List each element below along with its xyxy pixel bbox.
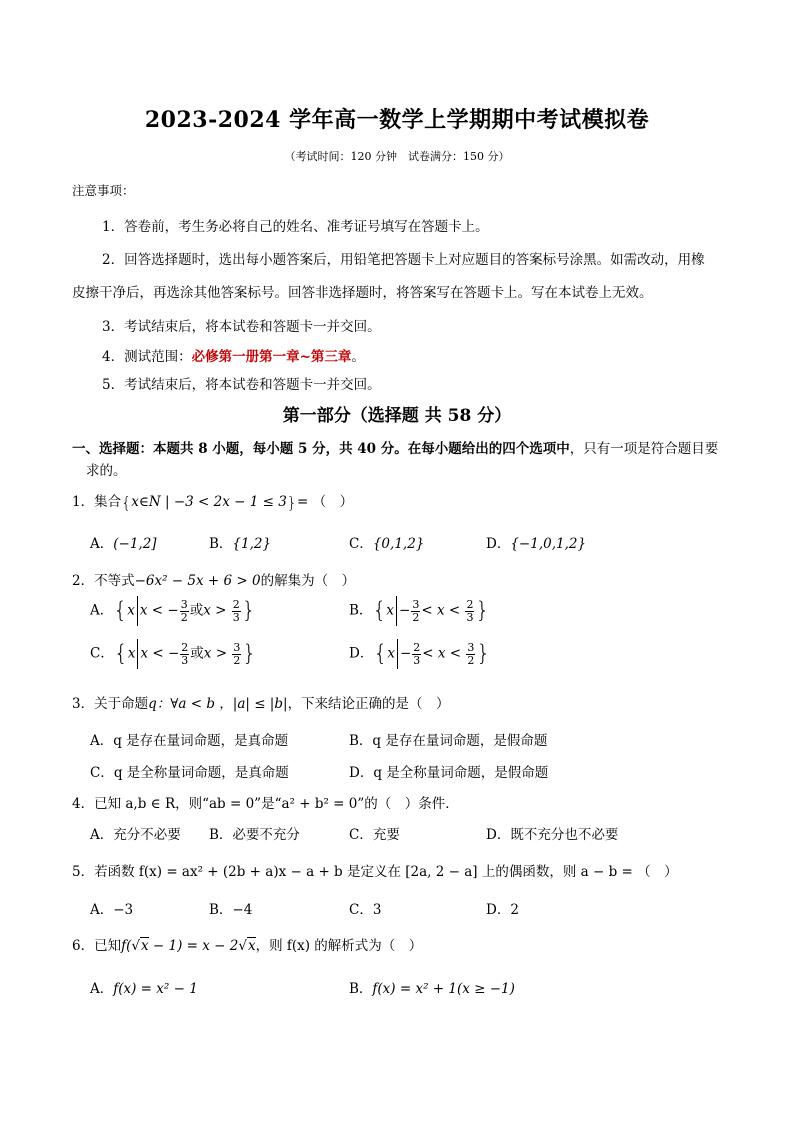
q2-c-frac2-num: 3 (233, 640, 241, 654)
section-intro-a: 一、选择题：本题共 8 小题，每小题 5 分，共 40 分。在每小题给出的 (72, 441, 503, 457)
q1-b-value: {1,2} (232, 536, 272, 552)
q1-option-c[interactable] (349, 532, 424, 552)
q3-suffix: ，下来结论正确的是（ ） (287, 696, 450, 712)
q2-option-d[interactable]: D．{x − $\frac{2}{3}$ < x < $\frac{3}{2}$ } (349, 639, 490, 669)
q4-option-b[interactable]: B．必要不充分 (209, 827, 300, 843)
q6-b-value: f(x) = x² + 1(x ≥ −1) (372, 981, 515, 997)
q2-c-or: 或 (190, 645, 204, 662)
notice-item-4 (102, 345, 365, 365)
q1-a-label: A． (90, 536, 114, 552)
q1-c-value: {0,1,2} (372, 536, 425, 552)
q2-d-frac2-num: 3 (467, 640, 475, 654)
q2-a-frac1-num: 3 (180, 597, 188, 611)
q1-suffix: = （ ） (296, 494, 354, 510)
q1-d-label: D． (486, 536, 511, 552)
page-title: 2023-2024 学年高一数学上学期期中考试模拟卷 (144, 107, 650, 133)
q2-suffix: 的解集为（ ） (260, 573, 356, 589)
notice-item-2-line1: 2．回答选择题时，选出每小题答案后，用铅笔把答题卡上对应题目的答案标号涂黑。如需改动，用橡 (102, 252, 705, 268)
q3-variable: q (148, 696, 157, 712)
q2-b-label: B． (349, 602, 373, 619)
q2-d-frac2-den: 2 (467, 653, 475, 667)
exam-info: （考试时间：120 分钟 试卷满分：150 分） (284, 150, 510, 163)
q1-a-value: (−1,2] (113, 536, 157, 552)
q6-suffix: ，则 f(x) 的解析式为（ ） (255, 938, 423, 954)
q2-a-frac2-den: 3 (232, 610, 240, 624)
question-3-stem (72, 692, 450, 712)
q2-option-b[interactable]: B．{x − $\frac{3}{2}$ < x < $\frac{2}{3}$ } (349, 596, 489, 626)
q3-prefix: 3．关于命题 (72, 696, 149, 712)
q1-option-a[interactable] (90, 532, 157, 552)
q2-a-label: A． (90, 602, 114, 619)
q2-a-frac2-num: 2 (232, 597, 240, 611)
q6-a-label: A． (90, 981, 114, 997)
q6-option-a[interactable] (90, 977, 198, 997)
q5-option-a[interactable]: A．−3 (90, 902, 134, 918)
q2-c-label: C． (90, 645, 114, 662)
q3-option-a[interactable]: A．q 是存在量词命题，是真命题 (90, 733, 289, 749)
q2-expr: −6x² − 5x + 6 > 0 (134, 573, 261, 589)
q3-option-b[interactable]: B．q 是存在量词命题，是假命题 (349, 733, 548, 749)
question-5-stem: 5．若函数 f(x) = ax² + (2b + a)x − a + b 是定义在 [2a, 2 − a] 上的偶函数，则 a − b = （ ） (72, 864, 678, 880)
section-intro-line2: 求的。 (86, 463, 127, 479)
q3-option-c[interactable]: C．q 是全称量词命题，是真命题 (90, 765, 289, 781)
question-6-stem: 6．已知f(√x − 1) = x − 2√x，则 f(x) 的解析式为（ ） (72, 938, 423, 954)
section-title: 第一部分（选择题 共 58 分） (282, 406, 512, 426)
notice-heading: 注意事项： (72, 183, 135, 198)
notice-item-3: 3．考试结束后，将本试卷和答题卡一并交回。 (102, 319, 381, 335)
q3-option-d[interactable]: D．q 是全称量词命题，是假命题 (349, 765, 549, 781)
notice-item-4-prefix: 4．测试范围： (102, 349, 192, 365)
q2-b-frac1-den: 2 (412, 610, 420, 624)
section-intro-b: 四个选项中 (502, 441, 570, 457)
q1-prefix: 1．集合 (72, 494, 122, 510)
test-scope: 必修第一册第一章~第三章 (191, 349, 352, 365)
q1-set: x∈N | −3 < 2x − 1 ≤ 3 (131, 494, 287, 510)
q2-option-c[interactable]: C．{x x < − $\frac{2}{3}$ 或x > $\frac{3}{2}$ } (90, 639, 256, 669)
q2-d-frac1-den: 3 (413, 653, 421, 667)
q5-option-d[interactable]: D．2 (486, 902, 519, 918)
q1-c-label: C． (349, 536, 373, 552)
q1-option-d[interactable] (486, 532, 586, 552)
question-4-stem: 4．已知 a,b ∈ R，则“ab = 0”是“a² + b² = 0”的（ ）条件． (72, 796, 459, 812)
q2-c-frac1-num: 2 (181, 640, 189, 654)
q4-option-d[interactable]: D．既不充分也不必要 (486, 827, 619, 843)
question-1-stem: 1．集合{x∈N | −3 < 2x − 1 ≤ 3}= （ ） (72, 493, 354, 512)
q2-a-frac1-den: 2 (180, 610, 188, 624)
q2-prefix: 2．不等式 (72, 573, 135, 589)
q2-a-or: 或 (189, 602, 204, 619)
q4-option-a[interactable]: A．充分不必要 (90, 827, 181, 843)
q2-d-label: D． (349, 645, 374, 662)
q6-sqrt-x: x (140, 938, 149, 954)
q6-f-open: f( (121, 938, 132, 954)
section-intro-line1 (72, 437, 718, 457)
q2-c-frac2-den: 2 (233, 653, 241, 667)
q2-b-frac2-num: 2 (466, 597, 474, 611)
q5-option-b[interactable]: B．−4 (209, 902, 253, 918)
q1-b-label: B． (209, 536, 233, 552)
q6-prefix: 6．已知 (72, 938, 122, 954)
q6-sqrt-x2: x (247, 938, 256, 954)
section-intro-c: ，只有一项是符合题目要 (569, 441, 719, 457)
notice-item-1: 1．答卷前，考生务必将自己的姓名、准考证号填写在答题卡上。 (102, 219, 489, 235)
q3-proposition: ：∀a < b ，|a| ≤ |b| (156, 696, 288, 712)
q6-f-close: − 1) = x − 2 (148, 938, 239, 954)
q2-b-frac1-num: 3 (412, 597, 420, 611)
q1-d-value: {−1,0,1,2} (510, 536, 587, 552)
q6-option-b[interactable] (349, 977, 515, 997)
q6-b-label: B． (349, 981, 373, 997)
q4-option-c[interactable]: C．充要 (349, 827, 400, 843)
question-2-stem (72, 569, 355, 589)
q2-d-frac1-num: 2 (413, 640, 421, 654)
notice-item-5: 5．考试结束后，将本试卷和答题卡一并交回。 (102, 377, 381, 393)
q5-option-c[interactable]: C．3 (349, 902, 382, 918)
notice-item-2-line2: 皮擦干净后，再选涂其他答案标号。回答非选择题时，将答案写在答题卡上。写在本试卷上无效。 (72, 285, 653, 301)
q2-c-frac1-den: 3 (181, 653, 189, 667)
q6-a-value: f(x) = x² − 1 (113, 981, 198, 997)
notice-item-4-suffix: 。 (351, 349, 365, 365)
q1-option-b[interactable] (209, 532, 271, 552)
q2-b-frac2-den: 3 (466, 610, 474, 624)
q2-option-a[interactable]: A．{x x < − $\frac{3}{2}$ 或x > $\frac{2}{3}$ } (90, 596, 256, 626)
